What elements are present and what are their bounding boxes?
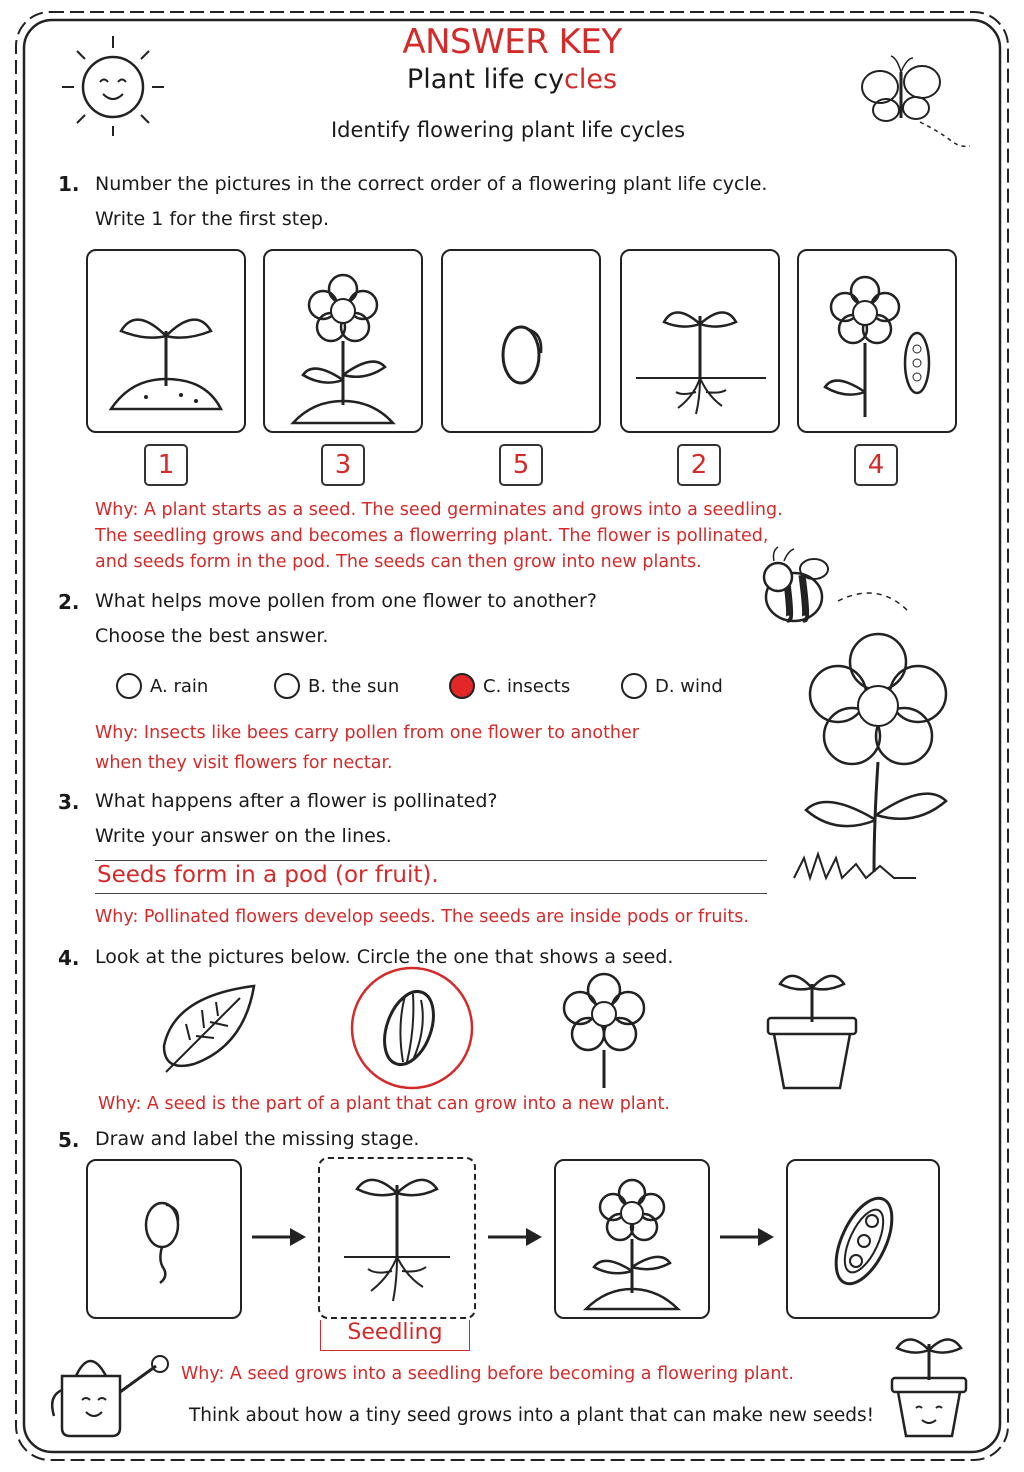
flowering-plant-icon (582, 1171, 682, 1311)
q1-card-seed (441, 249, 601, 433)
q1-answer-box-3[interactable]: 5 (499, 444, 543, 486)
seedling-in-soil-icon (106, 291, 226, 416)
watering-can-icon (48, 1340, 178, 1440)
q1-answer-box-5[interactable]: 4 (854, 444, 898, 486)
q2-why-line-2: when they visit flowers for nectar. (95, 753, 393, 773)
q5-number: 5. (58, 1128, 80, 1152)
q1-why-line-2: The seedling grows and becomes a flowerring plant. The flower is pollinated, (95, 526, 769, 546)
q1-explanation (95, 497, 815, 575)
leaf-icon[interactable] (160, 982, 260, 1077)
q3-question: What happens after a flower is pollinated? (95, 790, 498, 812)
seed-icon (499, 313, 549, 393)
butterfly-icon (860, 52, 980, 162)
q1-answer-box-1[interactable]: 1 (144, 444, 188, 486)
q2-option-a[interactable] (116, 673, 208, 699)
potted-plant-icon[interactable] (764, 964, 860, 1092)
seedling-with-roots-icon (334, 1167, 460, 1307)
q4-explanation: Why: A seed is the part of a plant that can grow into a new plant. (98, 1094, 670, 1114)
flower-icon[interactable] (554, 970, 654, 1090)
large-flower-icon (790, 630, 950, 880)
q2-option-b-label: B. the sun (308, 675, 400, 697)
germinating-seed-icon (138, 1191, 198, 1291)
q2-instruction: Choose the best answer. (95, 625, 329, 647)
q2-option-b[interactable] (274, 673, 399, 699)
q3-number: 3. (58, 790, 80, 814)
q3-explanation: Why: Pollinated flowers develop seeds. The seeds are inside pods or fruits. (95, 907, 749, 927)
smiling-pot-plant-icon (884, 1330, 974, 1442)
q1-number: 1. (58, 172, 80, 196)
radio-button-selected[interactable] (449, 673, 475, 699)
q2-option-c-label: C. insects (483, 675, 571, 697)
sprout-with-roots-icon (636, 306, 766, 418)
q1-card-seedling (86, 249, 246, 433)
q5-missing-stage-label[interactable]: Seedling (320, 1320, 470, 1351)
q1-why-line-3: and seeds form in the pod. The seeds can then grow into new plants. (95, 552, 702, 572)
q1-card-flower-with-pod (797, 249, 957, 433)
q1-why-line-1: Why: A plant starts as a seed. The seed germinates and grows into a seedling. (95, 500, 783, 520)
arrow-right-icon (486, 1226, 544, 1248)
seed-circled-icon[interactable] (347, 966, 477, 1090)
q4-question: Look at the pictures below. Circle the one that shows a seed. (95, 946, 674, 968)
q5-card-flowering-plant (554, 1159, 710, 1319)
flowering-plant-icon (293, 265, 393, 425)
q2-option-d[interactable] (621, 673, 723, 699)
q5-question: Draw and label the missing stage. (95, 1128, 420, 1150)
q5-card-germinating-seed (86, 1159, 242, 1319)
q2-option-a-label: A. rain (150, 675, 209, 697)
q5-card-missing-stage[interactable] (318, 1157, 476, 1319)
q3-instruction: Write your answer on the lines. (95, 825, 392, 847)
q5-explanation: Why: A seed grows into a seedling before becoming a flowering plant. (181, 1364, 794, 1384)
q1-instruction: Write 1 for the first step. (95, 208, 330, 230)
q2-option-c[interactable] (449, 673, 570, 699)
q5-card-seed-pod (786, 1159, 940, 1319)
q2-number: 2. (58, 590, 80, 614)
answer-key-title: ANSWER KEY (402, 22, 622, 62)
q1-answer-box-2[interactable]: 3 (321, 444, 365, 486)
arrow-right-icon (718, 1226, 776, 1248)
bee-icon (758, 545, 918, 635)
q1-card-sprout-roots (620, 249, 780, 433)
sun-icon (58, 30, 168, 140)
subtitle-part-2: cles (564, 64, 618, 95)
subtitle-part-1: Plant life cy (406, 64, 565, 95)
arrow-right-icon (250, 1226, 308, 1248)
q2-question: What helps move pollen from one flower to another? (95, 590, 597, 612)
q3-answer-line-top (95, 860, 767, 861)
seed-pod-icon (824, 1191, 904, 1291)
q1-question: Number the pictures in the correct order of a flowering plant life cycle. (95, 173, 768, 195)
q1-answer-box-4[interactable]: 2 (677, 444, 721, 486)
objective-text: Identify flowering plant life cycles (330, 118, 686, 142)
q1-card-flower-in-soil (263, 249, 423, 433)
radio-button[interactable] (116, 673, 142, 699)
q3-answer-line-bottom (95, 893, 767, 894)
flower-with-seed-pod-icon (819, 267, 939, 427)
footer-message: Think about how a tiny seed grows into a plant that can make new seeds! (189, 1405, 875, 1426)
q2-explanation (95, 718, 735, 778)
radio-button[interactable] (274, 673, 300, 699)
radio-button[interactable] (621, 673, 647, 699)
q2-why-line-1: Why: Insects like bees carry pollen from one flower to another (95, 723, 639, 743)
q4-number: 4. (58, 946, 80, 970)
q3-answer-text[interactable]: Seeds form in a pod (or fruit). (97, 862, 439, 888)
q2-option-d-label: D. wind (655, 675, 723, 697)
